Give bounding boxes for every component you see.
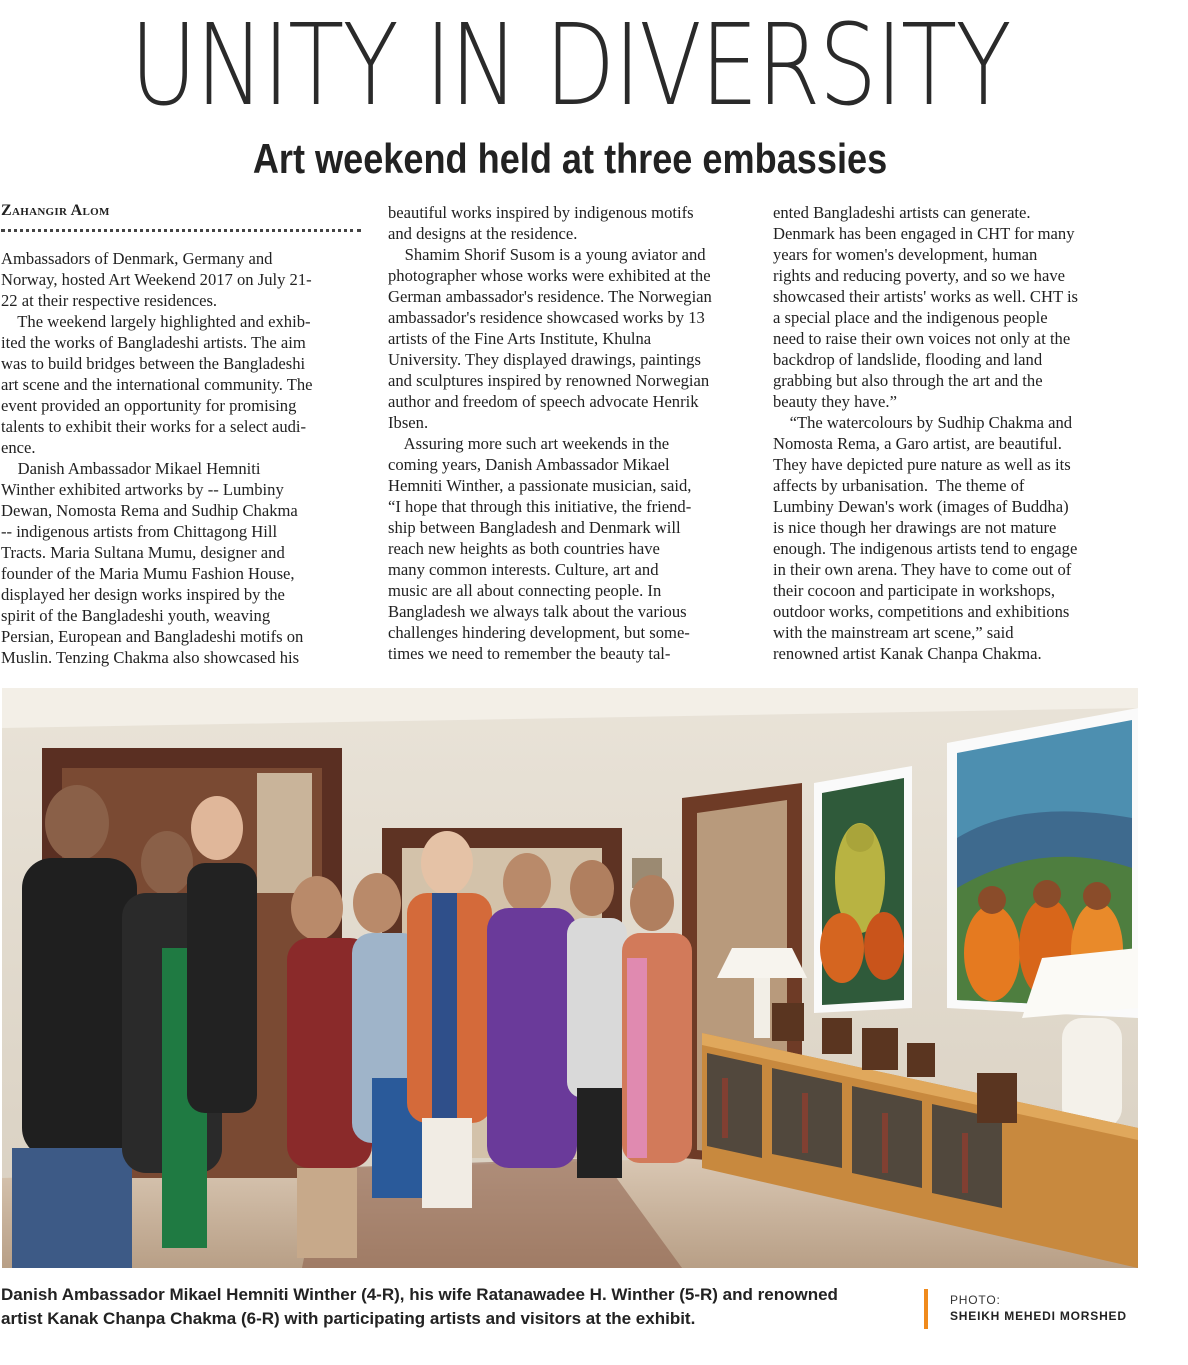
- column-line: artists of the Fine Arts Institute, Khulna: [388, 329, 652, 348]
- column-line: ship between Bangladesh and Denmark will: [388, 518, 681, 537]
- column-line: a special place and the indigenous people: [773, 308, 1048, 327]
- column-line: “I hope that through this initiative, the friend-: [388, 497, 692, 516]
- column-line: outdoor works, competitions and exhibitions: [773, 602, 1070, 621]
- column-line: 22 at their respective residences.: [1, 291, 218, 310]
- column-line: enough. The indigenous artists tend to engage: [773, 539, 1078, 558]
- column-line: art scene and the international community. The: [1, 375, 313, 394]
- column-line: reach new heights as both countries have: [388, 539, 660, 558]
- column-line: rights and reducing poverty, and so we have: [773, 266, 1065, 285]
- column-line: ence.: [1, 438, 36, 457]
- article-column-1: [1, 248, 371, 668]
- column-line: coming years, Danish Ambassador Mikael: [388, 455, 670, 474]
- column-line: challenges hindering development, but some-: [388, 623, 690, 642]
- column-line: beauty they have.”: [773, 392, 897, 411]
- column-line: The weekend largely highlighted and exhib-: [1, 312, 311, 331]
- column-line: Norway, hosted Art Weekend 2017 on July 21-: [1, 270, 312, 289]
- column-line: “The watercolours by Sudhip Chakma and: [773, 413, 1073, 432]
- column-line: and sculptures inspired by renowned Norwegian: [388, 371, 710, 390]
- column-line: German ambassador's residence. The Norwegian: [388, 287, 712, 306]
- column-line: music are all about connecting people. In: [388, 581, 662, 600]
- column-line: grabbing but also through the art and the: [773, 371, 1043, 390]
- credit-accent-bar: [924, 1289, 928, 1329]
- column-line: showcased their artists' works as well. CHT is: [773, 287, 1079, 306]
- column-line: was to build bridges between the Bangladeshi: [1, 354, 306, 373]
- column-line: ented Bangladeshi artists can generate.: [773, 203, 1031, 222]
- column-line: displayed her design works inspired by the: [1, 585, 285, 604]
- column-line: Lumbiny Dewan's work (images of Buddha): [773, 497, 1069, 516]
- column-line: Ambassadors of Denmark, Germany and: [1, 249, 273, 268]
- byline-divider: [1, 229, 361, 232]
- column-line: need to raise their own voices not only at the: [773, 329, 1071, 348]
- column-line: backdrop of landslide, flooding and land: [773, 350, 1043, 369]
- article-column-2: [388, 202, 758, 664]
- column-line: renowned artist Kanak Chanpa Chakma.: [773, 644, 1042, 663]
- column-line: Nomosta Rema, a Garo artist, are beautiful.: [773, 434, 1062, 453]
- column-line: Assuring more such art weekends in the: [388, 434, 670, 453]
- column-line: Danish Ambassador Mikael Hemniti: [1, 459, 261, 478]
- column-line: founder of the Maria Mumu Fashion House,: [1, 564, 295, 583]
- column-line: and designs at the residence.: [388, 224, 578, 243]
- column-line: author and freedom of speech advocate Henrik: [388, 392, 699, 411]
- column-line: Winther exhibited artworks by -- Lumbiny: [1, 480, 284, 499]
- column-line: Denmark has been engaged in CHT for many: [773, 224, 1075, 243]
- column-line: spirit of the Bangladeshi youth, weaving: [1, 606, 271, 625]
- caption-line: Danish Ambassador Mikael Hemniti Winther (4-R), his wife Ratanawadee H. Winther (5-R) and renowned: [1, 1285, 838, 1304]
- column-line: ited the works of Bangladeshi artists. The aim: [1, 333, 306, 352]
- column-line: with the mainstream art scene,” said: [773, 623, 1014, 642]
- subheadline: Art weekend held at three embassies: [252, 135, 888, 182]
- column-line: Bangladesh we always talk about the various: [388, 602, 687, 621]
- column-line: their cocoon and participate in workshops,: [773, 581, 1056, 600]
- column-line: times we need to remember the beauty tal-: [388, 644, 671, 663]
- column-line: affects by urbanisation. The theme of: [773, 476, 1025, 495]
- column-line: ambassador's residence showcased works by 13: [388, 308, 705, 327]
- caption-line: artist Kanak Chanpa Chakma (6-R) with participating artists and visitors at the exhibit.: [1, 1309, 696, 1328]
- column-line: They have depicted pure nature as well as its: [773, 455, 1071, 474]
- column-line: Tracts. Maria Sultana Mumu, designer and: [1, 543, 285, 562]
- photo-credit-name: SHEIKH MEHEDI MORSHED: [950, 1309, 1127, 1323]
- column-line: Dewan, Nomosta Rema and Sudhip Chakma: [1, 501, 298, 520]
- column-line: event provided an opportunity for promising: [1, 396, 297, 415]
- column-line: Persian, European and Bangladeshi motifs on: [1, 627, 304, 646]
- article-column-3: [773, 202, 1143, 664]
- photo-credit-label: PHOTO:: [950, 1293, 1001, 1307]
- column-line: Ibsen.: [388, 413, 429, 432]
- column-line: years for women's development, human: [773, 245, 1038, 264]
- column-line: -- indigenous artists from Chittagong Hill: [1, 522, 278, 541]
- byline: Zahangir Alom: [1, 202, 110, 219]
- headline: UNITY IN DIVERSITY: [130, 1, 1010, 131]
- column-line: in their own arena. They have to come out of: [773, 560, 1072, 579]
- exhibit-photo: [2, 688, 1138, 1268]
- column-line: Hemniti Winther, a passionate musician, said,: [388, 476, 692, 495]
- column-line: beautiful works inspired by indigenous motifs: [388, 203, 694, 222]
- column-line: talents to exhibit their works for a select audi-: [1, 417, 307, 436]
- column-line: many common interests. Culture, art and: [388, 560, 659, 579]
- photo-caption: [1, 1283, 901, 1331]
- column-line: photographer whose works were exhibited at the: [388, 266, 711, 285]
- column-line: Shamim Shorif Susom is a young aviator and: [388, 245, 706, 264]
- column-line: is nice though her drawings are not mature: [773, 518, 1057, 537]
- column-line: University. They displayed drawings, paintings: [388, 350, 701, 369]
- column-line: Muslin. Tenzing Chakma also showcased his: [1, 648, 300, 667]
